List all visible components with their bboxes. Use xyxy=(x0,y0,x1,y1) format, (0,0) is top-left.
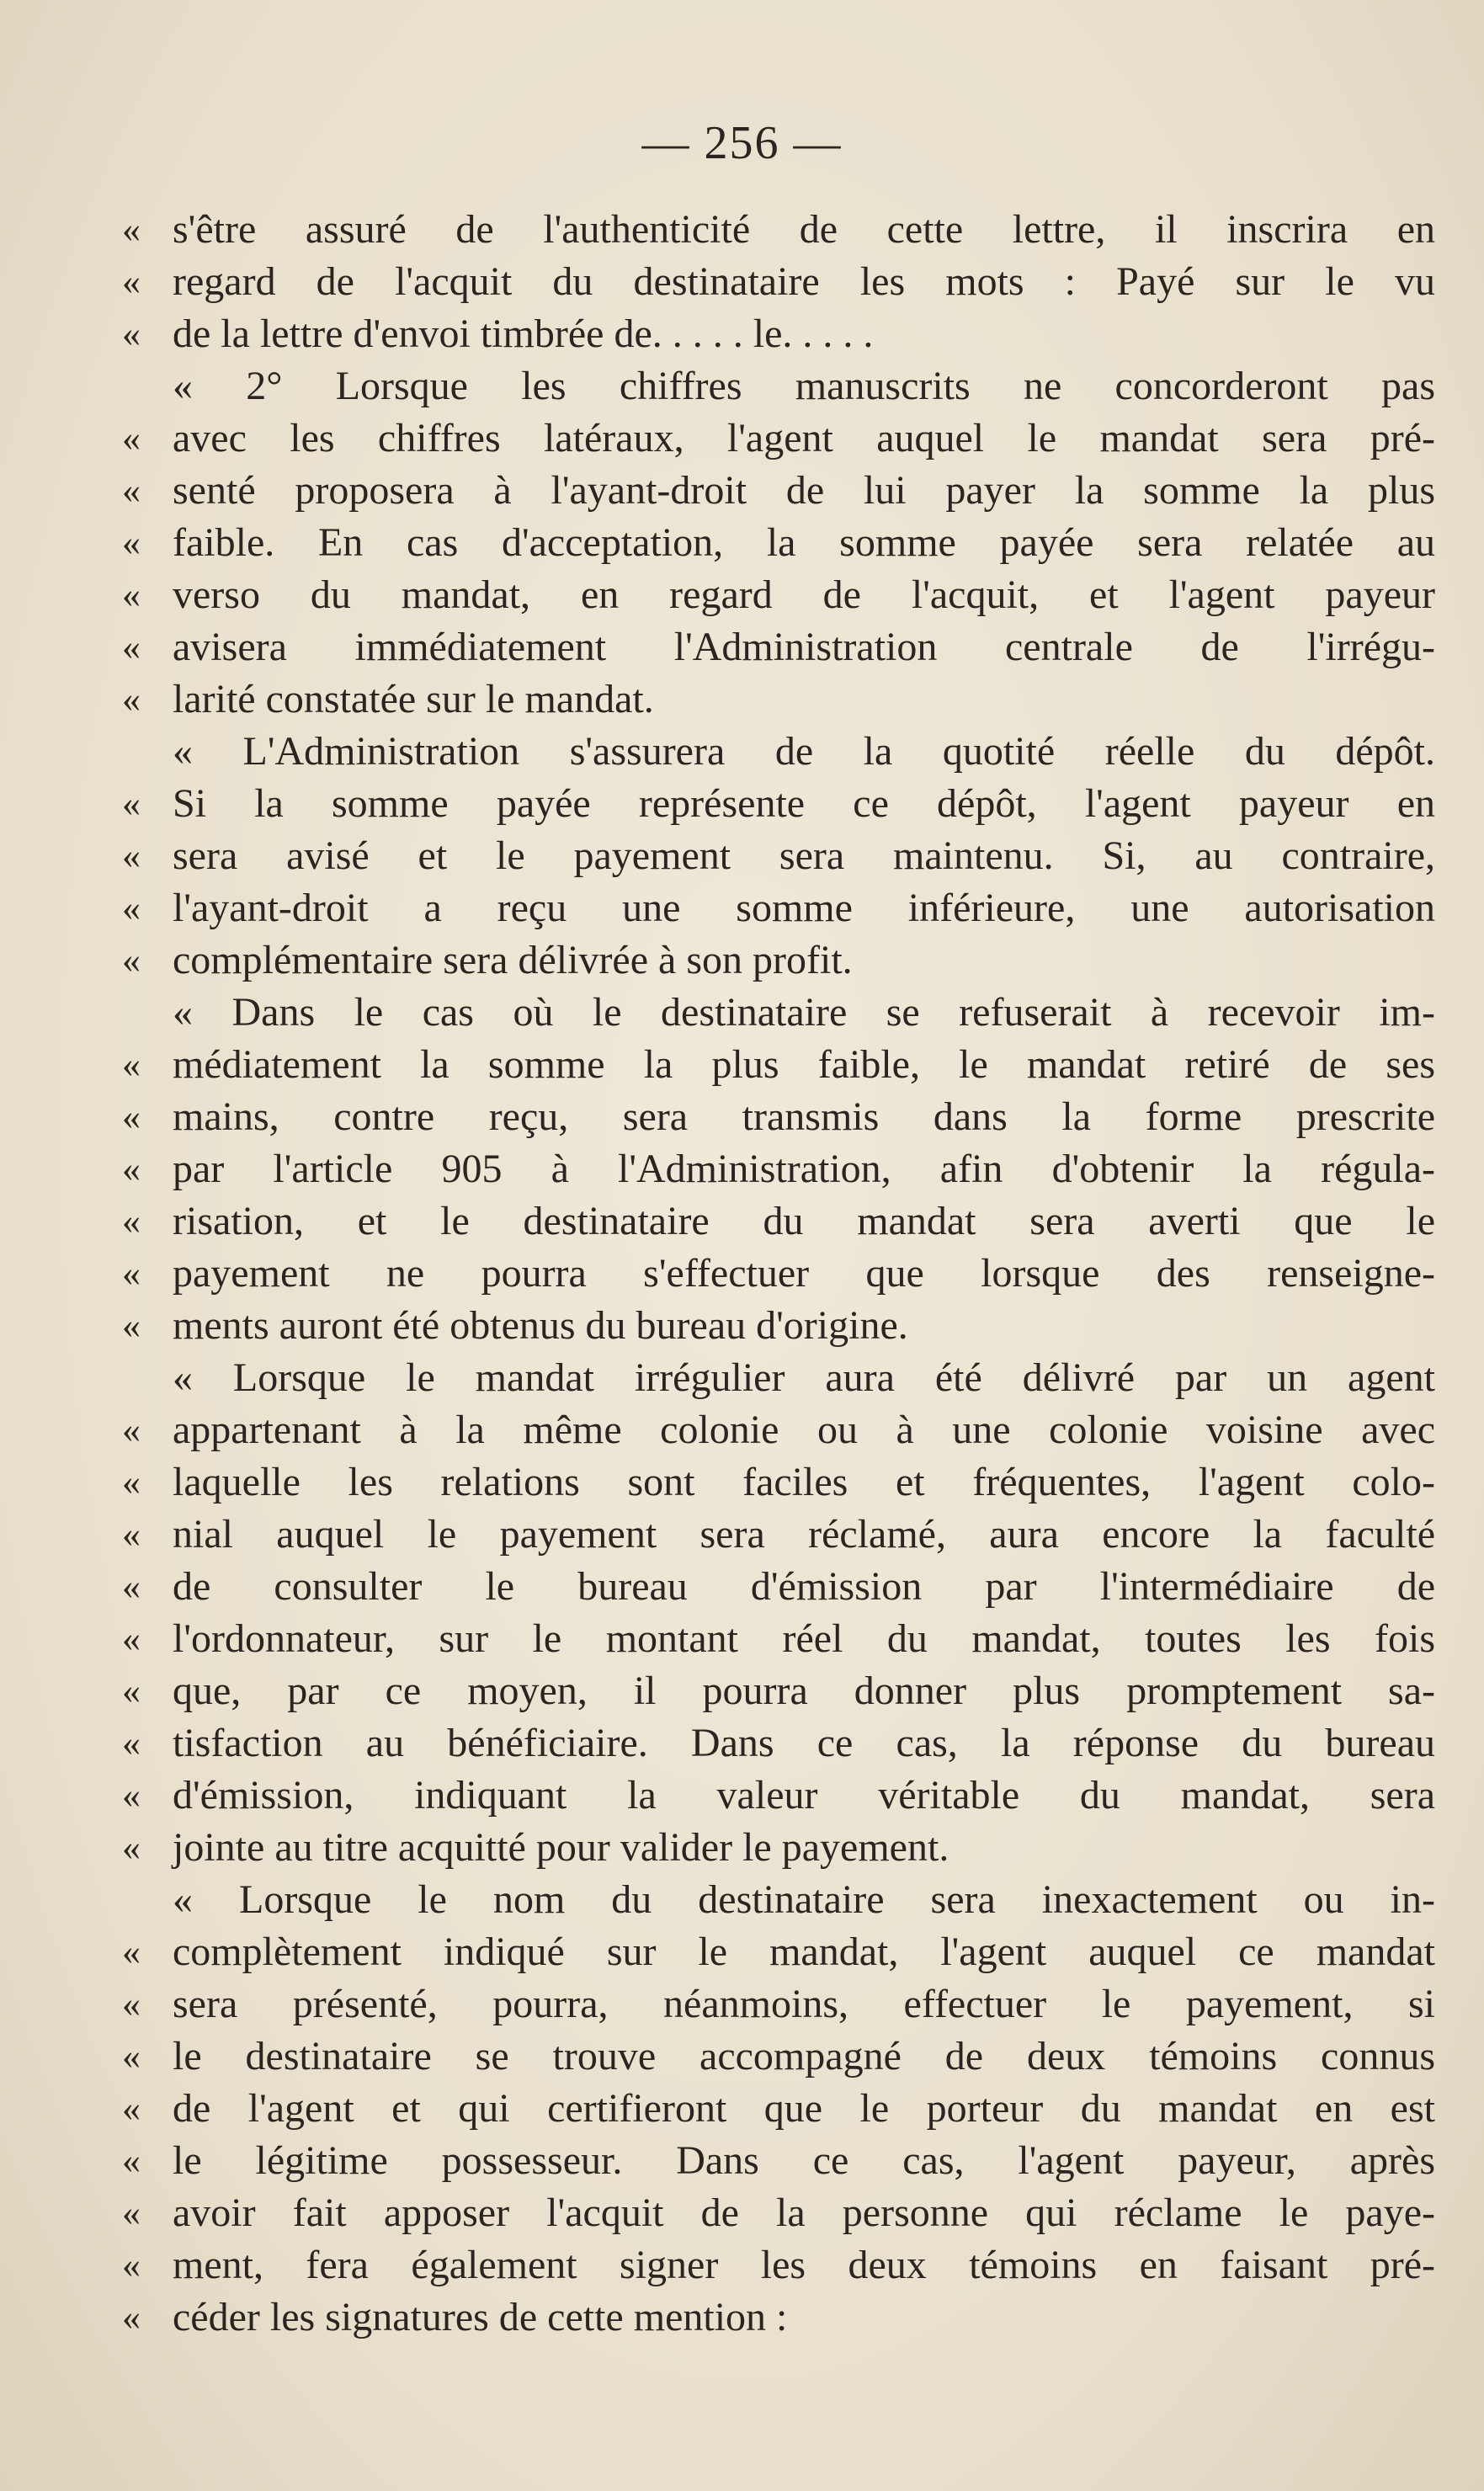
quote-mark: « xyxy=(122,209,141,250)
line-text: complémentaire sera délivrée à son profit. xyxy=(173,938,853,982)
quote-mark: « xyxy=(122,1514,141,1555)
text-line xyxy=(122,882,1435,934)
text-line xyxy=(122,1926,1435,1978)
text-line xyxy=(122,1456,1435,1509)
line-text: mains, contre reçu, sera transmis dans la forme prescrite xyxy=(173,1094,1435,1139)
line-text: « Lorsque le nom du destinataire sera inexactement ou in- xyxy=(173,1877,1435,1922)
body-text xyxy=(122,204,1435,2344)
quote-mark: « xyxy=(122,1409,141,1450)
line-text: complètement indiqué sur le mandat, l'agent auquel ce mandat xyxy=(173,1929,1435,1974)
text-line xyxy=(122,1404,1435,1456)
line-text: d'émission, indiquant la valeur véritable du mandat, sera xyxy=(173,1773,1435,1818)
line-text: ments auront été obtenus du bureau d'origine. xyxy=(173,1303,908,1348)
text-line xyxy=(122,2239,1435,2291)
text-line xyxy=(122,1822,1402,1874)
line-text: senté proposera à l'ayant-droit de lui payer la somme la plus xyxy=(173,468,1435,513)
text-line xyxy=(122,1143,1435,1195)
text-line xyxy=(122,1717,1435,1770)
line-text: regard de l'acquit du destinataire les mots : Payé sur le vu xyxy=(173,259,1435,304)
quote-mark: « xyxy=(122,1775,141,1816)
quote-mark: « xyxy=(122,261,141,302)
line-text: de consulter le bureau d'émission par l'intermédiaire de xyxy=(173,1564,1435,1609)
line-text: par l'article 905 à l'Administration, afin d'obtenir la régula- xyxy=(173,1147,1435,1191)
text-line xyxy=(122,1248,1435,1300)
text-line xyxy=(122,360,1435,413)
line-text: l'ayant-droit a reçu une somme inférieure, une autorisation xyxy=(173,886,1435,930)
line-text: « Lorsque le mandat irrégulier aura été délivré par un agent xyxy=(173,1355,1435,1400)
text-line xyxy=(122,1665,1435,1717)
line-text: risation, et le destinataire du mandat sera averti que le xyxy=(173,1199,1435,1243)
text-line xyxy=(122,987,1435,1039)
quote-mark: « xyxy=(122,418,141,459)
quote-mark: « xyxy=(122,1044,141,1085)
line-text: verso du mandat, en regard de l'acquit, et l'agent payeur xyxy=(173,572,1435,617)
line-text: de la lettre d'envoi timbrée de. . . . . le. . . . . xyxy=(173,311,874,356)
text-line xyxy=(122,2083,1435,2135)
line-text: de l'agent et qui certifieront que le porteur du mandat en est xyxy=(173,2086,1435,2131)
line-text: « Dans le cas où le destinataire se refuserait à recevoir im- xyxy=(173,990,1435,1035)
text-line xyxy=(122,1352,1435,1404)
text-line xyxy=(122,2031,1435,2083)
quote-mark: « xyxy=(122,783,141,824)
line-text: « L'Administration s'assurera de la quotité réelle du dépôt. xyxy=(173,729,1435,774)
line-text: jointe au titre acquitté pour valider le payement. xyxy=(173,1825,949,1870)
line-text: tisfaction au bénéficiaire. Dans ce cas, la réponse du bureau xyxy=(173,1721,1435,1765)
line-text: laquelle les relations sont faciles et fréquentes, l'agent colo- xyxy=(173,1460,1435,1504)
line-text: que, par ce moyen, il pourra donner plus promptement sa- xyxy=(173,1669,1435,1713)
text-line xyxy=(122,726,1435,778)
quote-mark: « xyxy=(122,2036,141,2077)
text-line xyxy=(122,934,1402,987)
line-text: sera avisé et le payement sera maintenu. Si, au contraire, xyxy=(173,833,1435,878)
quote-mark: « xyxy=(122,1618,141,1659)
quote-mark: « xyxy=(122,1827,141,1868)
quote-mark: « xyxy=(122,835,141,876)
line-text: médiatement la somme la plus faible, le mandat retiré de ses xyxy=(173,1042,1435,1087)
quote-mark: « xyxy=(122,470,141,511)
line-text: le destinataire se trouve accompagné de deux témoins connus xyxy=(173,2034,1435,2078)
text-line xyxy=(122,1613,1435,1665)
quote-mark: « xyxy=(122,313,141,354)
text-line xyxy=(122,1195,1435,1248)
quote-mark: « xyxy=(122,1670,141,1711)
line-text: le légitime possesseur. Dans ce cas, l'agent payeur, après xyxy=(173,2138,1435,2183)
quote-mark: « xyxy=(122,574,141,615)
quote-mark: « xyxy=(122,1461,141,1503)
text-line xyxy=(122,1978,1435,2031)
quote-mark: « xyxy=(122,2088,141,2129)
line-text: ment, fera également signer les deux témoins en faisant pré- xyxy=(173,2243,1435,2287)
quote-mark: « xyxy=(122,939,141,981)
text-line xyxy=(122,1509,1435,1561)
text-line xyxy=(122,778,1435,830)
line-text: sera présenté, pourra, néanmoins, effectuer le payement, si xyxy=(173,1982,1435,2026)
quote-mark: « xyxy=(122,1722,141,1764)
quote-mark: « xyxy=(122,626,141,668)
text-line xyxy=(122,308,1402,360)
line-text: « 2° Lorsque les chiffres manuscrits ne concorderont pas xyxy=(173,364,1435,408)
quote-mark: « xyxy=(122,2192,141,2233)
text-line xyxy=(122,1091,1435,1143)
text-line xyxy=(122,1561,1435,1613)
text-line xyxy=(122,569,1435,621)
text-line xyxy=(122,256,1435,308)
quote-mark: « xyxy=(122,1305,141,1346)
line-text: appartenant à la même colonie ou à une colonie voisine avec xyxy=(173,1408,1435,1452)
text-line xyxy=(122,204,1435,256)
text-line xyxy=(122,2135,1435,2187)
line-text: avisera immédiatement l'Administration centrale de l'irrégu- xyxy=(173,625,1435,669)
text-line xyxy=(122,2187,1435,2239)
quote-mark: « xyxy=(122,1931,141,1972)
quote-mark: « xyxy=(122,2297,141,2338)
quote-mark: « xyxy=(122,1253,141,1294)
line-text: céder les signatures de cette mention : xyxy=(173,2295,788,2339)
quote-mark: « xyxy=(122,679,141,720)
quote-mark: « xyxy=(122,2140,141,2181)
line-text: nial auquel le payement sera réclamé, aura encore la faculté xyxy=(173,1512,1435,1557)
text-line xyxy=(122,1770,1435,1822)
text-line xyxy=(122,517,1435,569)
quote-mark: « xyxy=(122,1983,141,2025)
quote-mark: « xyxy=(122,522,141,563)
line-text: larité constatée sur le mandat. xyxy=(173,677,654,721)
text-line xyxy=(122,1039,1435,1091)
line-text: avoir fait apposer l'acquit de la personne qui réclame le paye- xyxy=(173,2190,1435,2235)
line-text: s'être assuré de l'authenticité de cette lettre, il inscrira en xyxy=(173,207,1435,252)
quote-mark: « xyxy=(122,1566,141,1607)
text-line xyxy=(122,465,1435,517)
line-text: avec les chiffres latéraux, l'agent auquel le mandat sera pré- xyxy=(173,416,1435,460)
text-line xyxy=(122,1300,1402,1352)
quote-mark: « xyxy=(122,887,141,929)
page-number: — 256 — xyxy=(641,117,843,169)
quote-mark: « xyxy=(122,1148,141,1190)
quote-mark: « xyxy=(122,2244,141,2286)
quote-mark: « xyxy=(122,1200,141,1242)
text-line xyxy=(122,621,1435,673)
text-line xyxy=(122,413,1435,465)
line-text: payement ne pourra s'effectuer que lorsque des renseigne- xyxy=(173,1251,1435,1296)
line-text: Si la somme payée représente ce dépôt, l'agent payeur en xyxy=(173,781,1435,826)
quote-mark: « xyxy=(122,1096,141,1137)
line-text: l'ordonnateur, sur le montant réel du mandat, toutes les fois xyxy=(173,1616,1435,1661)
text-line xyxy=(122,2291,1402,2344)
text-line xyxy=(122,673,1402,726)
line-text: faible. En cas d'acceptation, la somme payée sera relatée au xyxy=(173,520,1435,565)
text-line xyxy=(122,830,1435,882)
text-line xyxy=(122,1874,1435,1926)
